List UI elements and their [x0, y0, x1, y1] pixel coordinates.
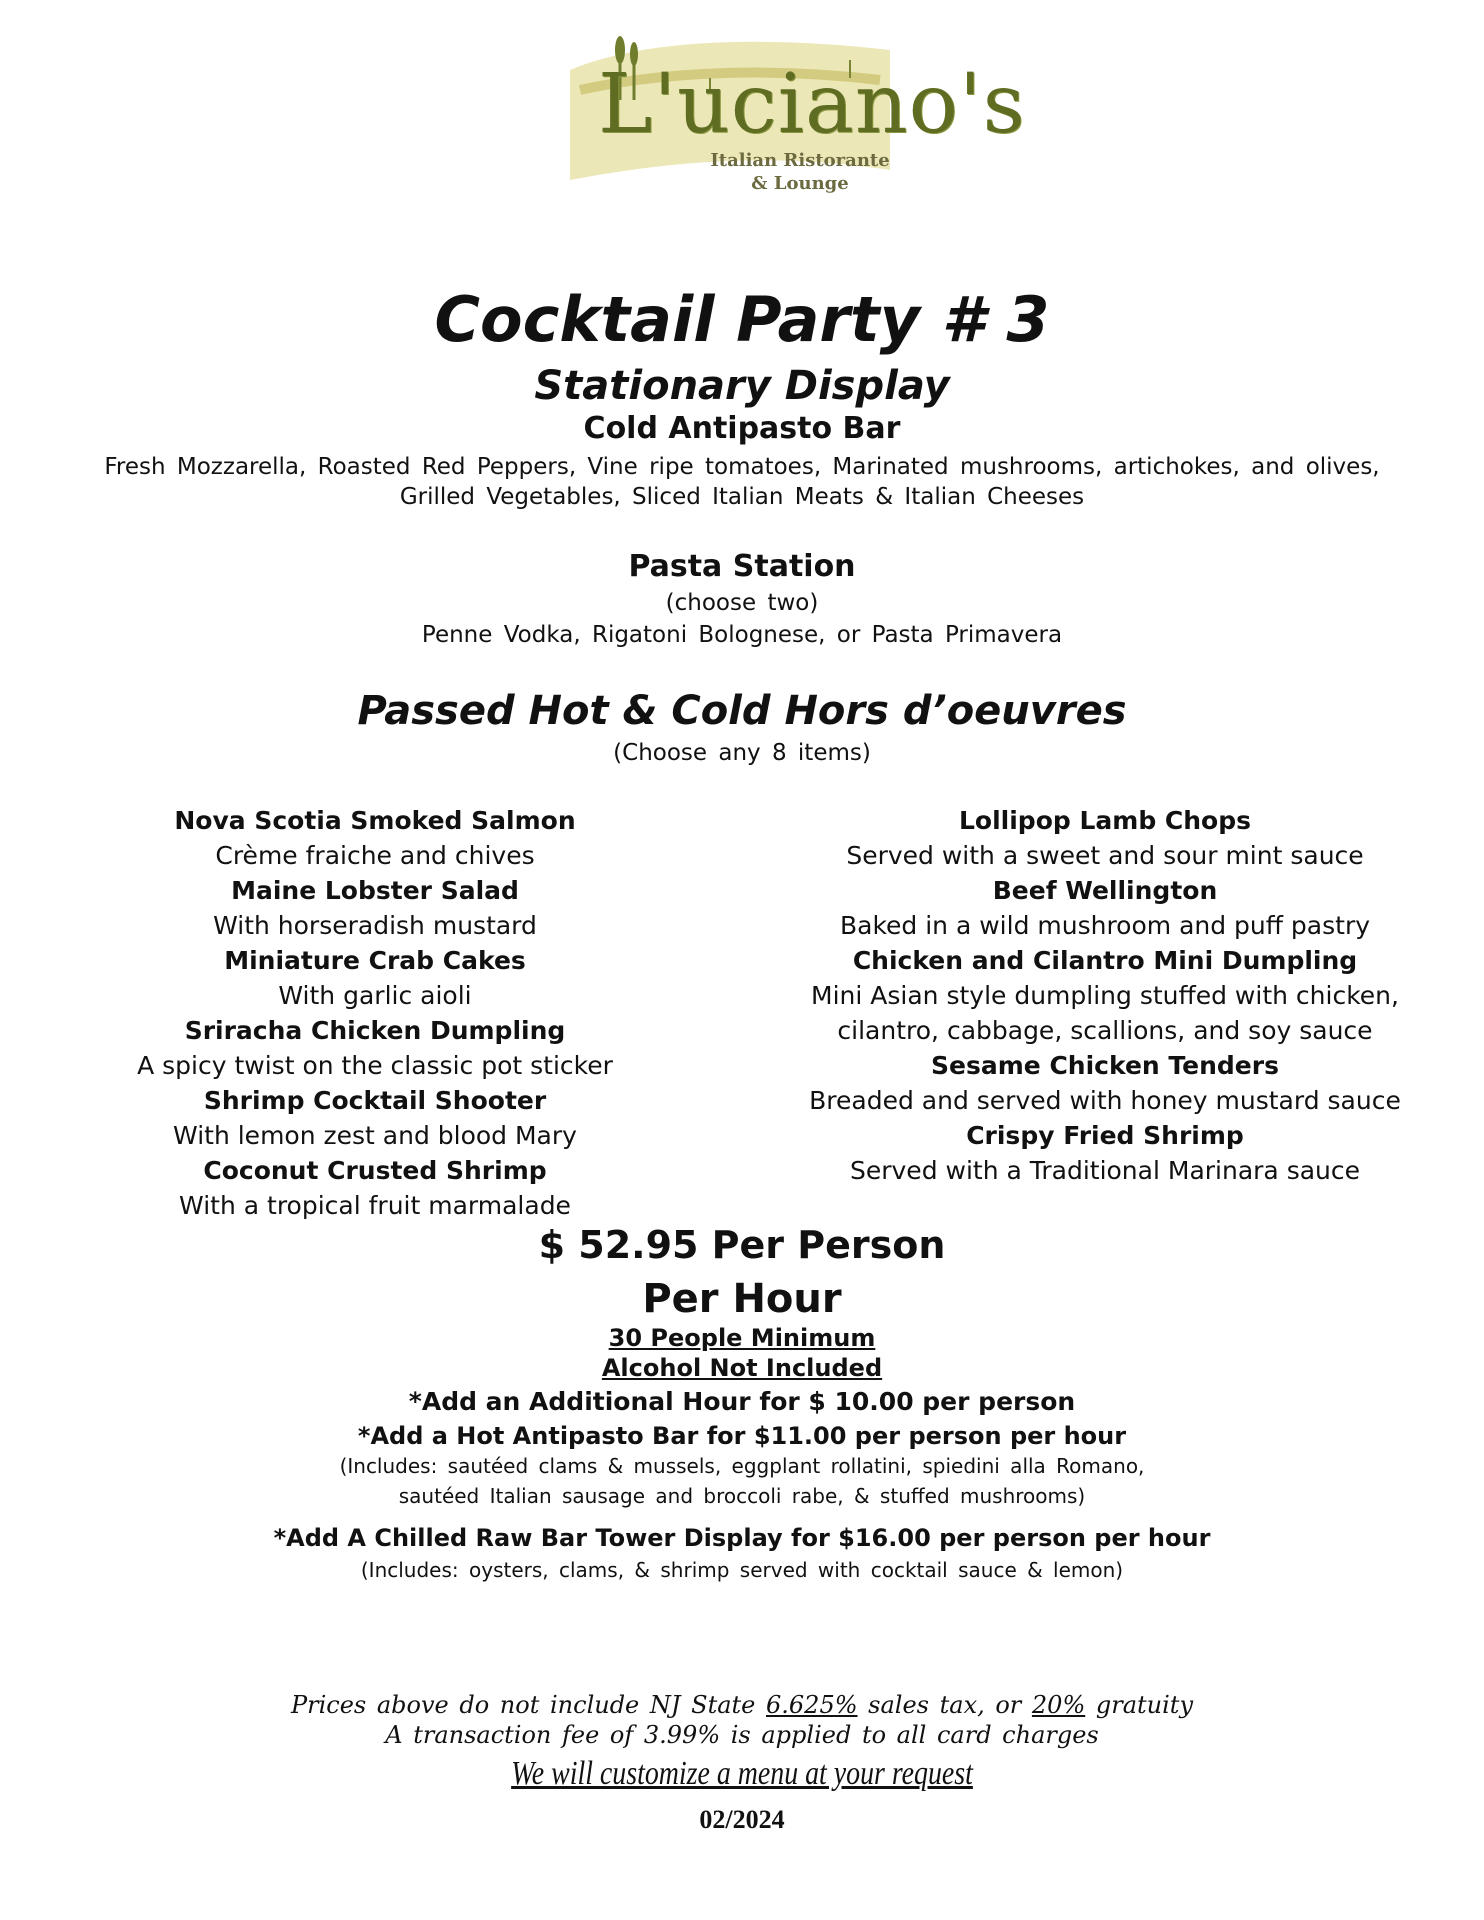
menu-item-description: Breaded and served with honey mustard sauce	[809, 1086, 1401, 1115]
alcohol-text: Alcohol Not Included	[601, 1354, 883, 1382]
hors-doeuvres-left-column	[100, 803, 650, 1223]
logo-name: L'uciano's	[598, 57, 1026, 152]
pasta-options: Penne Vodka, Rigatoni Bolognese, or Pasta Primavera	[421, 622, 1063, 648]
raw-bar-includes: (Includes: oysters, clams, & shrimp served with cocktail sauce & lemon)	[360, 1558, 1124, 1582]
menu-item-description: Served with a Traditional Marinara sauce	[849, 1156, 1361, 1185]
pasta-note: (choose two)	[665, 590, 819, 616]
minimum-text: 30 People Minimum	[608, 1324, 876, 1352]
hot-antipasto-includes-1: (Includes: sautéed clams & mussels, eggplant rollatini, spiedini alla Romano,	[339, 1454, 1145, 1478]
customize-note	[134, 1754, 1351, 1794]
add-hour-line: *Add an Additional Hour for $ 10.00 per person	[408, 1387, 1076, 1416]
menu-item-name: Beef Wellington	[992, 876, 1218, 905]
antipasto-line-1: Fresh Mozzarella, Roasted Red Peppers, Vine ripe tomatoes, Marinated mushrooms, artichokes, and olives,	[104, 454, 1380, 480]
gratuity-rate: 20%	[1031, 1691, 1086, 1719]
menu-item-description: A spicy twist on the classic pot sticker	[137, 1051, 613, 1080]
logo-subtitle-lounge: & Lounge	[751, 173, 849, 194]
tax-note	[0, 1690, 1484, 1720]
antipasto-line-2: Grilled Vegetables, Sliced Italian Meats & Italian Cheeses	[399, 484, 1085, 510]
add-raw-bar-line: *Add A Chilled Raw Bar Tower Display for $16.00 per person per hour	[273, 1524, 1211, 1552]
menu-item-name: Shrimp Cocktail Shooter	[203, 1086, 547, 1115]
menu-item-description: With horseradish mustard	[213, 911, 537, 940]
alcohol-note	[0, 1353, 1484, 1383]
tax-rate: 6.625%	[766, 1691, 858, 1719]
hors-doeuvres-right-column	[770, 803, 1440, 1188]
menu-title: Cocktail Party # 3	[434, 283, 1050, 356]
menu-item-name: Nova Scotia Smoked Salmon	[174, 806, 576, 835]
passed-title: Passed Hot & Cold Hors d’oeuvres	[357, 688, 1127, 734]
menu-item-name: Coconut Crusted Shrimp	[203, 1156, 547, 1185]
antipasto-title: Cold Antipasto Bar	[583, 411, 901, 446]
menu-item-description: Served with a sweet and sour mint sauce	[846, 841, 1364, 870]
menu-item-name: Chicken and Cilantro Mini Dumpling	[852, 946, 1358, 975]
menu-item-name: Maine Lobster Salad	[231, 876, 519, 905]
menu-item-name: Sriracha Chicken Dumpling	[184, 1016, 566, 1045]
menu-date: 02/2024	[699, 1805, 785, 1834]
menu-item-description: cilantro, cabbage, scallions, and soy sauce	[837, 1016, 1373, 1045]
menu-item-description: With lemon zest and blood Mary	[173, 1121, 577, 1150]
menu-item-name: Sesame Chicken Tenders	[931, 1051, 1279, 1080]
hot-antipasto-includes-2: sautéed Italian sausage and broccoli rabe, & stuffed mushrooms)	[398, 1484, 1086, 1508]
price-per-person: $ 52.95 Per Person	[538, 1223, 946, 1267]
menu-item-description: Crème fraiche and chives	[215, 841, 535, 870]
logo-subtitle: Italian Ristorante	[710, 150, 890, 171]
pasta-title: Pasta Station	[628, 549, 856, 584]
menu-item-name: Miniature Crab Cakes	[224, 946, 526, 975]
tax-note-prefix: Prices above do not include NJ State	[290, 1691, 767, 1719]
card-fee-note: A transaction fee of 3.99% is applied to all card charges	[385, 1721, 1099, 1749]
tax-note-suffix: gratuity	[1085, 1691, 1194, 1719]
passed-note: (Choose any 8 items)	[613, 740, 871, 766]
menu-item-description: Mini Asian style dumpling stuffed with chicken,	[811, 981, 1399, 1010]
menu-item-name: Lollipop Lamb Chops	[958, 806, 1252, 835]
menu-subtitle: Stationary Display	[534, 363, 950, 409]
restaurant-logo	[560, 30, 1026, 200]
customize-text: We will customize a menu at your request	[511, 1755, 973, 1792]
add-hot-antipasto-line: *Add a Hot Antipasto Bar for $11.00 per person per hour	[357, 1422, 1127, 1450]
price-per-hour: Per Hour	[642, 1276, 842, 1322]
tax-note-mid: sales tax, or	[857, 1691, 1032, 1719]
menu-item-name: Crispy Fried Shrimp	[966, 1121, 1244, 1150]
menu-item-description: With garlic aioli	[278, 981, 472, 1010]
minimum-note	[0, 1323, 1484, 1353]
menu-item-description: With a tropical fruit marmalade	[179, 1191, 571, 1220]
menu-item-description: Baked in a wild mushroom and puff pastry	[839, 911, 1371, 940]
